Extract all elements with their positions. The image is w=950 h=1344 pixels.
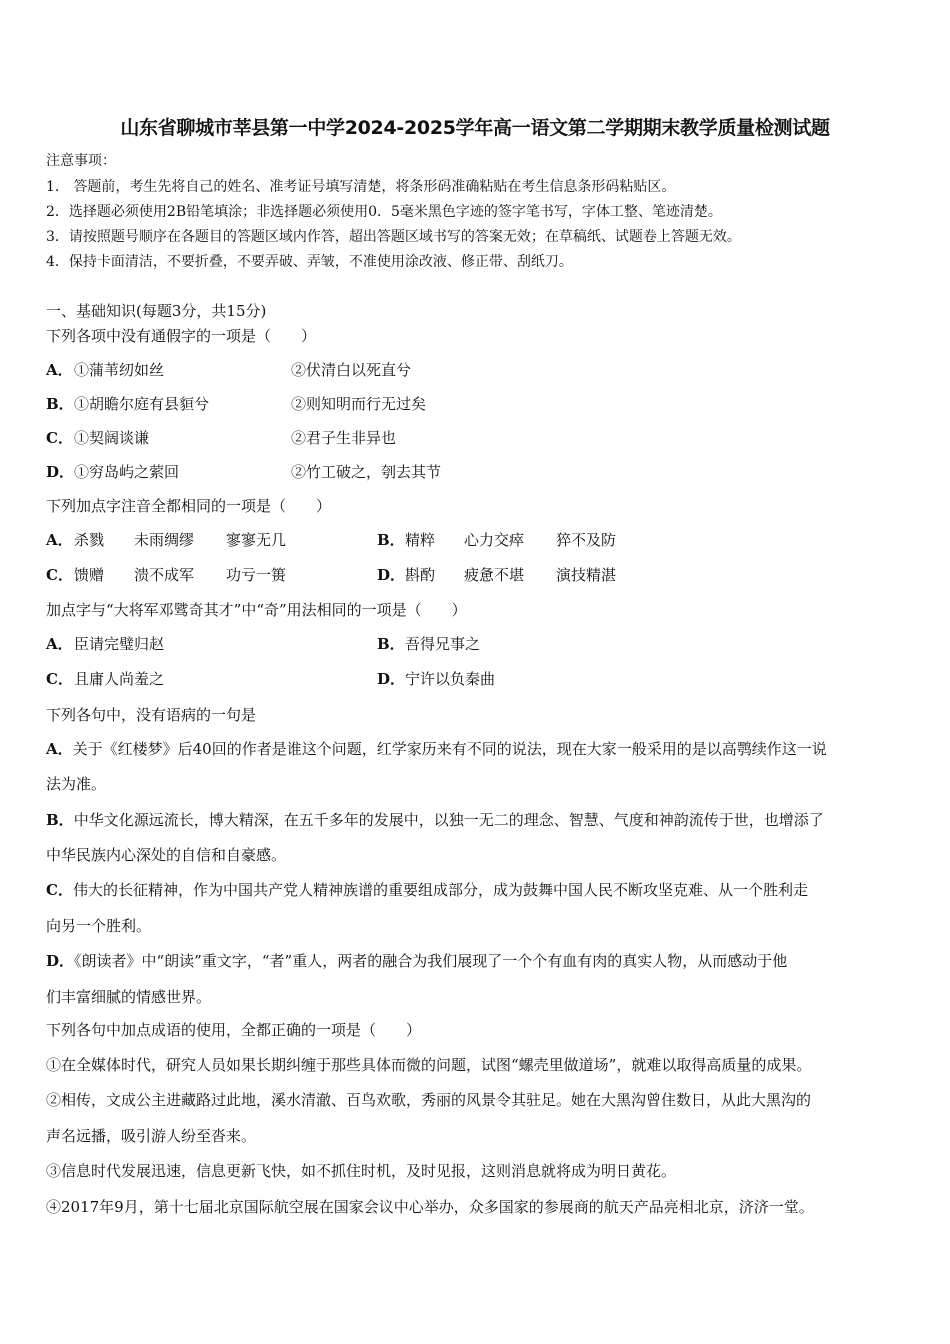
option-text: ②则知明而行无过矣	[291, 395, 427, 413]
option-word: 未雨绸缪	[134, 531, 195, 549]
notes-item: 4．保持卡面清洁，不要折叠，不要弄破、弄皱，不准使用涂改液、修正带、刮纸刀。	[46, 254, 573, 270]
sentence-line: ④2017年9月，第十七届北京国际航空展在国家会议中心举办，众多国家的参展商的航天产品亮相北京，济济一堂。	[46, 1198, 814, 1216]
option-line	[46, 739, 827, 759]
option-word: 演技精湛	[556, 566, 617, 584]
option-text: 伟大的长征精神，作为中国共产党人精神族谱的重要组成部分，成为鼓舞中国人民不断攻坚克难、从一个胜利走	[72, 881, 808, 899]
option-label: C．	[46, 566, 73, 584]
option-label: A．	[46, 740, 73, 758]
option-label: A．	[46, 635, 73, 653]
notes-heading: 注意事项：	[46, 153, 116, 169]
option-word: 馈赠	[74, 566, 105, 584]
option-line	[46, 951, 787, 971]
question-stem: 下列各项中没有通假字的一项是（ ）	[46, 327, 317, 345]
option-label: B．	[377, 635, 405, 653]
sentence-line: ②相传，文成公主进藏路过此地，溪水清澈、百鸟欢歌，秀丽的风景令其驻足。她在大黑沟曾住数日，从此大黑沟的	[46, 1091, 812, 1109]
option-text: 且庸人尚羞之	[74, 670, 165, 688]
notes-item: 1. 答题前，考生先将自己的姓名、准考证号填写清楚，将条形码准确粘贴在考生信息条形码粘贴区。	[46, 179, 676, 195]
question-stem: 下列各句中加点成语的使用，全都正确的一项是（ ）	[46, 1021, 422, 1039]
option-label: D．	[377, 566, 406, 584]
option-text: 宁许以负秦曲	[405, 670, 496, 688]
option-text: ①胡瞻尔庭有县貆兮	[74, 395, 210, 413]
sentence-line: ③信息时代发展迅速，信息更新飞快，如不抓住时机，及时见报，这则消息就将成为明日黄花。	[46, 1162, 677, 1180]
notes-item: 3．请按照题号顺序在各题目的答题区域内作答，超出答题区域书写的答案无效；在草稿纸、试题卷上答题无效。	[46, 229, 741, 245]
option-line	[46, 987, 211, 1007]
option-text: ②伏清白以死直兮	[291, 361, 412, 379]
option-text: 《朗读者》中“朗读”重文字，“者”重人，两者的融合为我们展现了一个个有血有肉的真实人物，从而感动于他	[74, 952, 788, 970]
option-text: 们丰富细腻的情感世界。	[46, 988, 212, 1006]
option-label: A．	[46, 361, 73, 379]
page-title: 山东省聊城市莘县第一中学2024-2025学年高一语文第二学期期末教学质量检测试题	[120, 117, 830, 139]
option-text: 中华文化源远流长，博大精深，在五千多年的发展中，以独一无二的理念、智慧、气度和神韵流传于世，也增添了	[73, 811, 824, 829]
question-stem: 加点字与“大将军邓骘奇其才”中“奇”用法相同的一项是（ ）	[46, 601, 467, 619]
option-word: 寥寥无几	[226, 531, 287, 549]
option-word: 功亏一篑	[226, 566, 287, 584]
option-label: D．	[46, 952, 75, 970]
option-text: 吾得兄事之	[405, 635, 481, 653]
option-word: 疲惫不堪	[464, 566, 525, 584]
option-label: C．	[46, 670, 73, 688]
section-heading: 一、基础知识(每题3分，共15分)	[46, 302, 267, 320]
option-label: C．	[46, 429, 73, 447]
option-word: 猝不及防	[556, 531, 617, 549]
option-label: B．	[46, 395, 74, 413]
option-text: ②竹工破之，刳去其节	[291, 463, 442, 481]
sentence-line: ①在全媒体时代，研究人员如果长期纠缠于那些具体而微的问题，试图“螺壳里做道场”，就难以取得高质量的成果。	[46, 1056, 812, 1074]
option-text: ①契阔谈谦	[74, 429, 150, 447]
option-line	[46, 916, 151, 936]
option-label: B．	[377, 531, 405, 549]
option-label: A．	[46, 531, 73, 549]
option-text: 臣请完璧归赵	[74, 635, 165, 653]
option-label: B．	[46, 811, 74, 829]
option-line	[46, 880, 808, 900]
option-label: D．	[377, 670, 406, 688]
option-text: 法为准。	[46, 775, 107, 793]
option-line	[46, 774, 106, 794]
sentence-line: 声名远播，吸引游人纷至沓来。	[46, 1127, 257, 1145]
option-label: D．	[46, 463, 75, 481]
question-stem: 下列各句中，没有语病的一句是	[46, 706, 257, 724]
option-text: ①蒲苇纫如丝	[74, 361, 165, 379]
option-text: ②君子生非异也	[291, 429, 397, 447]
option-text: 关于《红楼梦》后40回的作者是谁这个问题，红学家历来有不同的说法，现在大家一般采用的是以高鹗续作这一说	[72, 740, 827, 758]
option-text: 中华民族内心深处的自信和自豪感。	[46, 846, 287, 864]
option-text: 向另一个胜利。	[46, 917, 152, 935]
option-label: C．	[46, 881, 73, 899]
question-stem: 下列加点字注音全都相同的一项是（ ）	[46, 497, 332, 515]
option-word: 精粹	[405, 531, 436, 549]
option-line	[46, 810, 824, 830]
option-word: 心力交瘁	[464, 531, 525, 549]
option-word: 斟酌	[405, 566, 436, 584]
option-line	[46, 845, 286, 865]
notes-item: 2．选择题必须使用2B铅笔填涂；非选择题必须使用0．5毫米黑色字迹的签字笔书写，字体工整、笔迹清楚。	[46, 204, 722, 220]
option-word: 杀戮	[74, 531, 105, 549]
option-text: ①穷岛屿之萦回	[74, 463, 180, 481]
option-word: 溃不成军	[134, 566, 195, 584]
